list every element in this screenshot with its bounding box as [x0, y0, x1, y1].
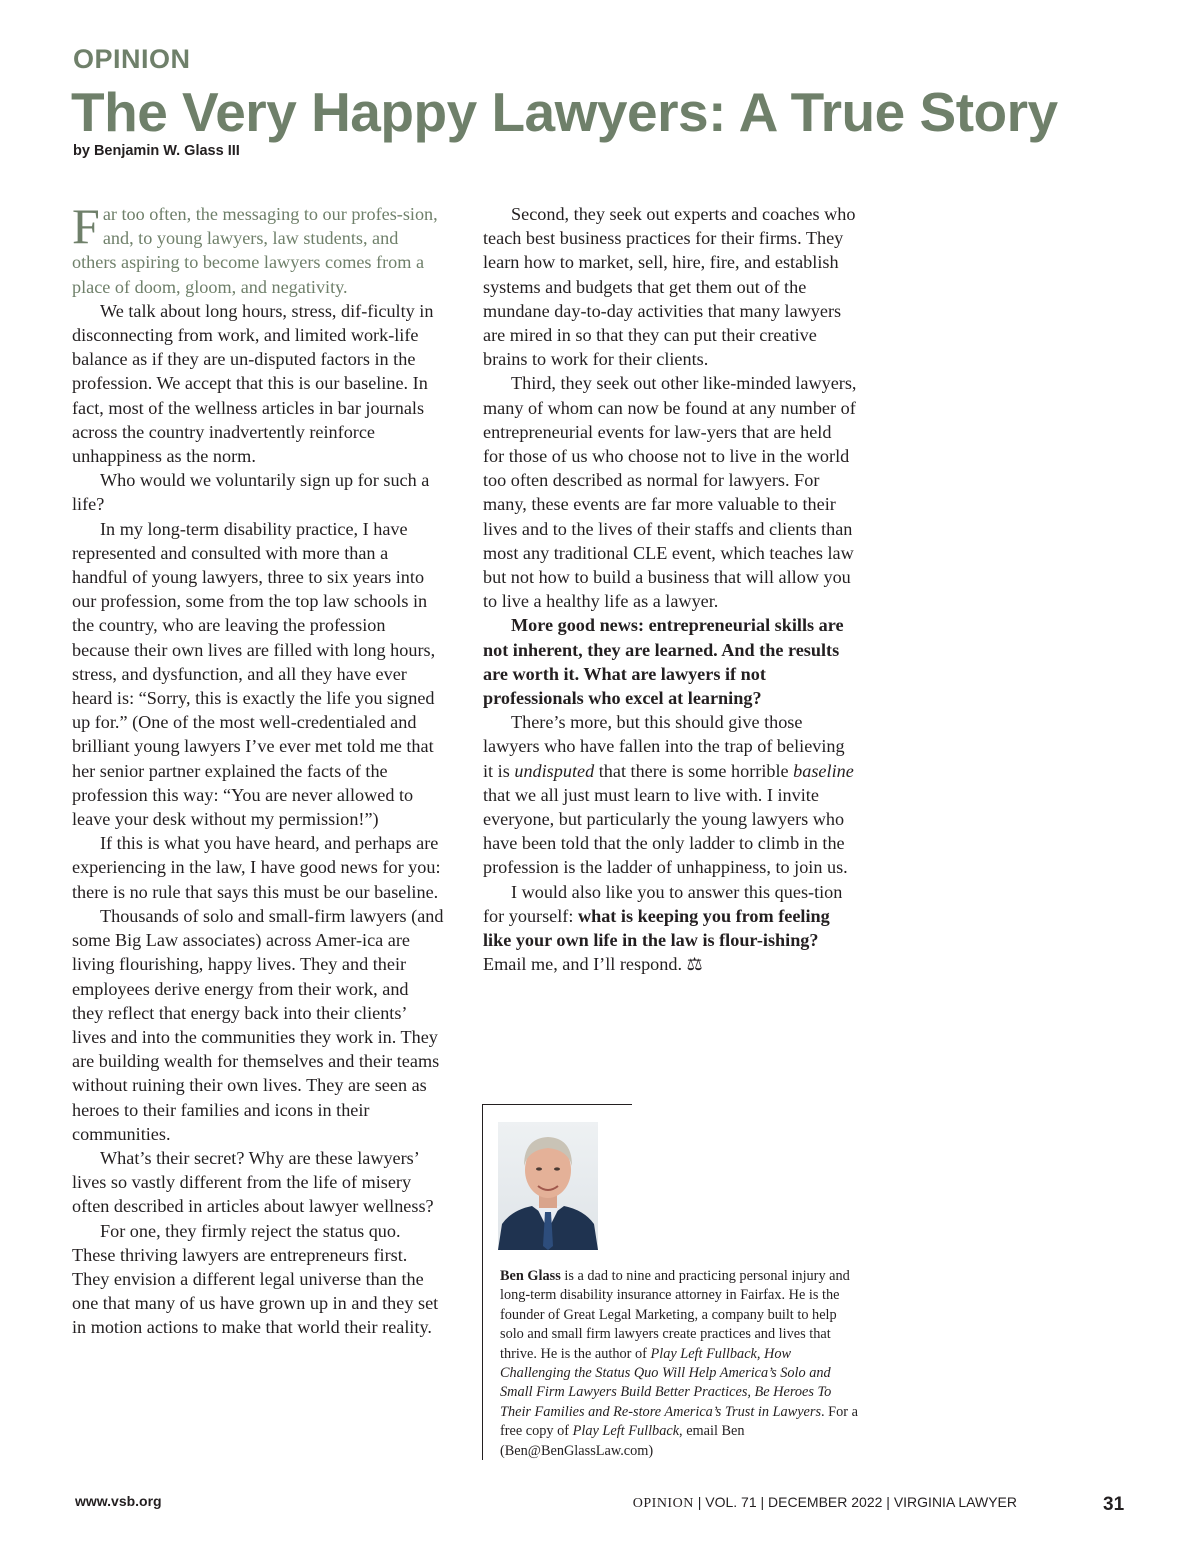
drop-cap: F	[72, 198, 100, 254]
page-number: 31	[1103, 1494, 1125, 1515]
book-title: Play Left Fullback	[572, 1423, 680, 1440]
bio-rule-top	[482, 1104, 632, 1105]
text-run: Email me, and I’ll respond. ⚖	[483, 954, 703, 975]
paragraph: We talk about long hours, stress, dif-ficulty in disconnecting from work, and limited work-life balance as if they are un-disputed factors in the profession. We accept that this is our baseline. In fact, most of the wellness articles in bar journals across the country inadvertently reinforce unhappiness as the norm.	[72, 300, 434, 467]
lead-text: ar too often, the messaging to our profes-sion, and, to young lawyers, law students, and others aspiring to become lawyers comes from a place of doom, gloom, and negativity.	[72, 204, 438, 297]
bold-paragraph	[483, 613, 857, 710]
text-run: is a dad to nine and practicing personal injury and long-term disability insurance attorney in Fairfax. He is the founder of Great Legal Marketing, a company built to help solo and small firm lawyers create practices and lives that thrive. He is the author of	[500, 1268, 850, 1362]
lead-paragraph	[72, 198, 444, 299]
article-column-left	[72, 198, 444, 1340]
footer-section: OPINION	[632, 1496, 694, 1511]
section-label: OPINION	[73, 44, 191, 74]
footer-issue-info	[633, 1494, 1017, 1512]
paragraph: For one, they firmly reject the status quo. These thriving lawyers are entrepreneurs first. They envision a different legal universe than the one that many of us have grown up in and they set in motion actions to make that world their reality.	[72, 1220, 439, 1338]
bold-text: what is keeping you from feeling like your own life in the law is flour-ishing?	[483, 905, 830, 951]
paragraph: If this is what you have heard, and perhaps are experiencing in the law, I have good news for you: there is no rule that says this must be our baseline.	[72, 833, 441, 902]
paragraph	[483, 710, 857, 879]
book-title: Play Left Fullback, How Challenging the Status Quo Will Help America’s Solo and Small Firm Lawyers Build Better Practices, Be Heroes To Their Families and Re-store America’s Trust in Lawyers	[500, 1345, 832, 1420]
paragraph: What’s their secret? Why are these lawyers’ lives so vastly different from the life of misery often described in articles about lawyer wellness?	[72, 1147, 434, 1217]
byline: by Benjamin W. Glass III	[73, 143, 240, 159]
footer-issue: | VOL. 71 | DECEMBER 2022 | VIRGINIA LAWYER	[693, 1494, 1017, 1510]
paragraph: Second, they seek out experts and coaches who teach best business practices for their firms. They learn how to market, sell, hire, fire, and establish systems and budgets that get them out of the mundane day-to-day activities that many lawyers are mired in so that they can put their creative brains to work for their clients.	[483, 204, 856, 370]
text-run: that there is some horrible	[594, 760, 794, 781]
text-run: I would also like you to answer this ques-tion for yourself:	[483, 881, 843, 926]
author-bio-box	[482, 1104, 858, 1460]
author-photo	[498, 1122, 598, 1250]
author-name: Ben Glass	[500, 1268, 561, 1284]
bold-text: More good news: entrepreneurial skills are not inherent, they are learned. And the results are worth it. What are lawyers if not professionals who excel at learning?	[483, 615, 844, 709]
bio-rule-left	[482, 1104, 483, 1460]
paragraph: Who would we voluntarily sign up for such a life?	[72, 470, 430, 515]
footer-url: www.vsb.org	[75, 1493, 162, 1509]
closing-paragraph	[483, 880, 857, 977]
author-bio	[500, 1267, 860, 1461]
emphasis: baseline	[793, 760, 854, 781]
text-run: . For a free copy of	[500, 1403, 858, 1440]
text-run: There’s more, but this should give those lawyers who have fallen into the trap of believing it is	[483, 712, 845, 781]
emphasis: undisputed	[514, 760, 595, 781]
author-portrait-icon	[498, 1122, 598, 1250]
article-column-right	[483, 202, 857, 977]
text-run: , email Ben (Ben@BenGlassLaw.com)	[500, 1423, 745, 1459]
text-run: that we all just must learn to live with. I invite everyone, but particularly the young lawyers who have been told that the only ladder to climb in the profession is the ladder of unhappiness, to join us.	[483, 784, 848, 878]
paragraph: Third, they seek out other like-minded lawyers, many of whom can now be found at any number of entrepreneurial events for law-yers that are held for those of us who choose not to live in the world too often described as normal for lawyers. For many, these events are far more valuable to their lives and to the lives of their staffs and clients than most any traditional CLE event, which teaches law but not how to build a business that will allow you to live a healthy life as a lawyer.	[483, 373, 857, 612]
paragraph: In my long-term disability practice, I have represented and consulted with more than a handful of young lawyers, three to six years into our profession, some from the top law schools in the country, who are leaving the profession because their own lives are filled with long hours, stress, and dysfunction, and all they have ever heard is: “Sorry, this is exactly the life you signed up for.” (One of the most well-credentialed and brilliant young lawyers I’ve ever met told me that her senior partner explained the facts of the profession this way: “You are never allowed to leave your desk without my permission!”)	[72, 518, 436, 830]
article-title: The Very Happy Lawyers: A True Story	[71, 81, 1058, 143]
paragraph: Thousands of solo and small-firm lawyers (and some Big Law associates) across Amer-ica are living flourishing, happy lives. They and their employees derive energy from their work, and they reflect that energy back into their clients’ lives and into the communities they work in. They are building wealth for themselves and their teams without ruining their own lives. They are seen as heroes to their families and icons in their communities.	[72, 905, 444, 1144]
